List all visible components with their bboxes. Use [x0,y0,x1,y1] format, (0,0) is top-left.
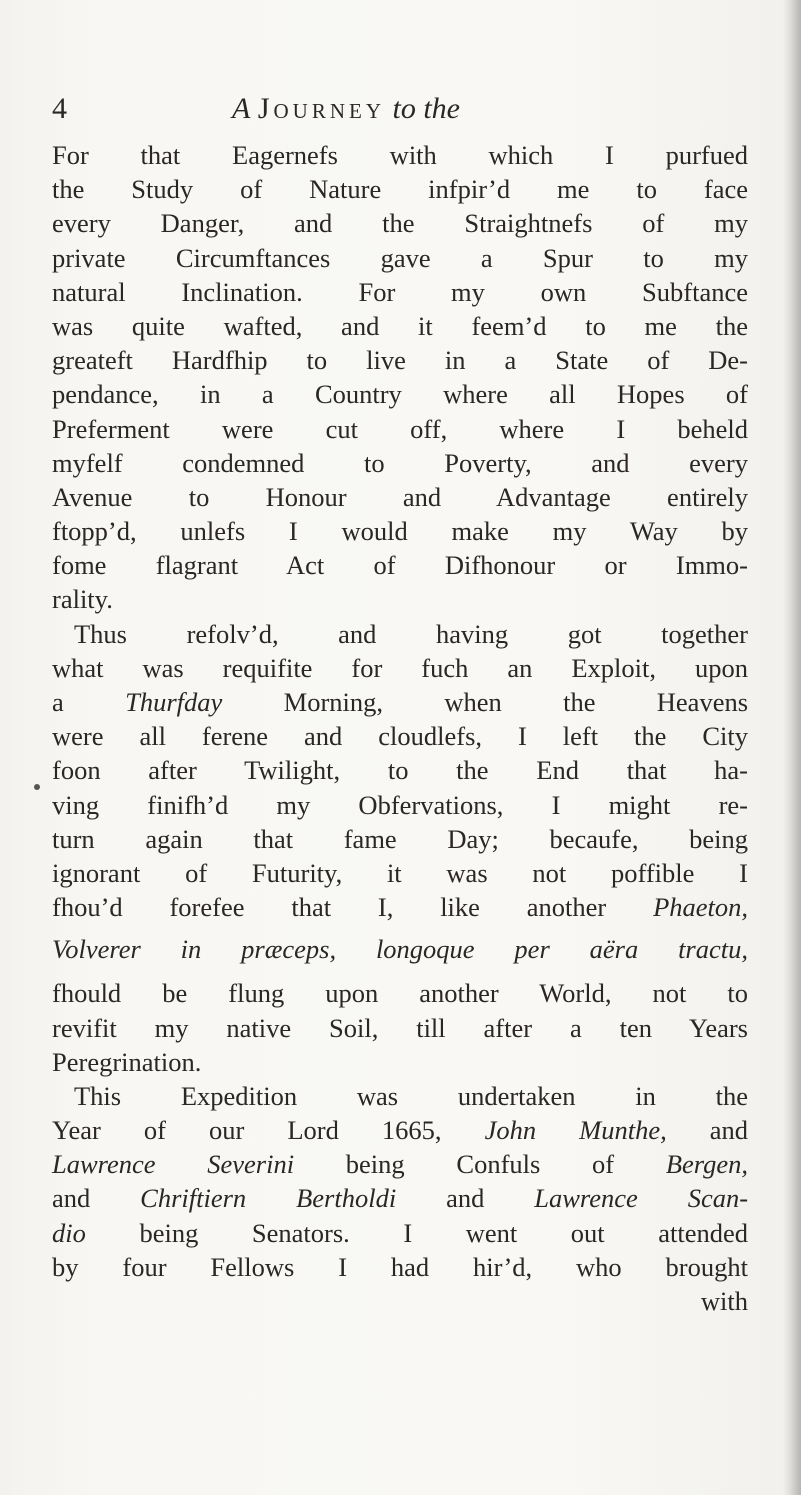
text-line: Preferment were cut off, where I beheld [52,413,748,444]
text-line: pendance, in a Country where all Hopes of [52,379,748,410]
italic-name: Lawrence Scan- [534,1183,749,1214]
text-line: foon after Twilight, to the End that ha- [52,755,748,786]
margin-mark [34,784,40,790]
text-span: fhou’d forefee that I, like another [52,892,607,923]
catchword: with [700,1286,748,1316]
italic-name: Lawrence Severini [52,1149,295,1180]
text-line: ving finifh’d my Obfervations, I might re- [52,789,748,820]
text-span: and [709,1115,749,1146]
page-edge-shadow [783,0,801,1495]
italic-name: dio [52,1217,86,1248]
text-span: being Confuls of [345,1149,615,1180]
page-number: 4 [52,92,67,125]
italic-name: John Munthe, [484,1115,667,1146]
title-rest: to the [392,92,460,125]
text-line: what was requifite for fuch an Exploit, upon [52,652,748,683]
text-span: Morning, when the Heavens [283,687,749,717]
text-line: revifit my native Soil, till after a ten Years [52,1012,748,1043]
text-line [52,1113,748,1147]
text-line: greateft Hardfhip to live in a State of De- [52,345,748,376]
text-span: and [446,1183,485,1214]
verse-spacer [52,968,748,976]
running-title [232,92,460,126]
text-line: fome flagrant Act of Difhonour or Immo- [52,550,748,581]
text-line [52,1147,748,1181]
text-span: a [52,687,64,717]
running-header [52,92,742,132]
text-line: ignorant of Futurity, it was not poffible I [52,857,748,888]
text-line: by four Fellows I had hir’d, who brought [52,1251,748,1282]
latin-verse: Volverer in præceps, longoque per aëra tractu, [52,934,748,965]
text-line: ftopp’d, unlefs I would make my Way by [52,516,748,547]
text-line: turn again that fame Day; becaufe, being [52,823,748,854]
italic-day: Thurfday [125,687,223,717]
title-journey: Journey [257,92,385,125]
text-line: myfelf condemned to Poverty, and every [52,447,748,478]
text-line: was quite wafted, and it feem’d to me the [52,310,748,341]
italic-place: Bergen, [665,1149,748,1180]
text-line: the Study of Nature infpir’d me to face [52,174,748,205]
text-line [52,685,748,719]
title-article: A [232,92,251,125]
text-line: Peregrination. [52,1046,202,1077]
italic-name: Phaeton, [653,892,749,923]
text-span: being Senators. I went out attended [139,1217,749,1248]
text-line: natural Inclination. For my own Subftance [52,276,748,307]
text-line: every Danger, and the Straightnefs of my [52,208,748,239]
text-line [52,1216,748,1250]
italic-name: Chriftiern Bertholdi [140,1183,397,1214]
text-line: Thus refolv’d, and having got together [74,618,748,649]
text-line [52,890,748,924]
text-line: Avenue to Honour and Advantage entirely [52,481,748,512]
text-line: were all ferene and cloudlefs, I left the City [52,721,748,752]
text-line: This Expedition was undertaken in the [74,1080,748,1111]
text-line: rality. [52,584,113,615]
text-line [52,1181,748,1215]
text-line: For that Eagernefs with which I purfued [52,140,748,170]
text-span: Year of our Lord 1665, [52,1115,442,1146]
text-line: private Circumftances gave a Spur to my [52,242,748,273]
text-span: and [52,1183,91,1214]
text-line: fhould be flung upon another World, not to [52,978,748,1009]
body-text [52,138,748,1318]
